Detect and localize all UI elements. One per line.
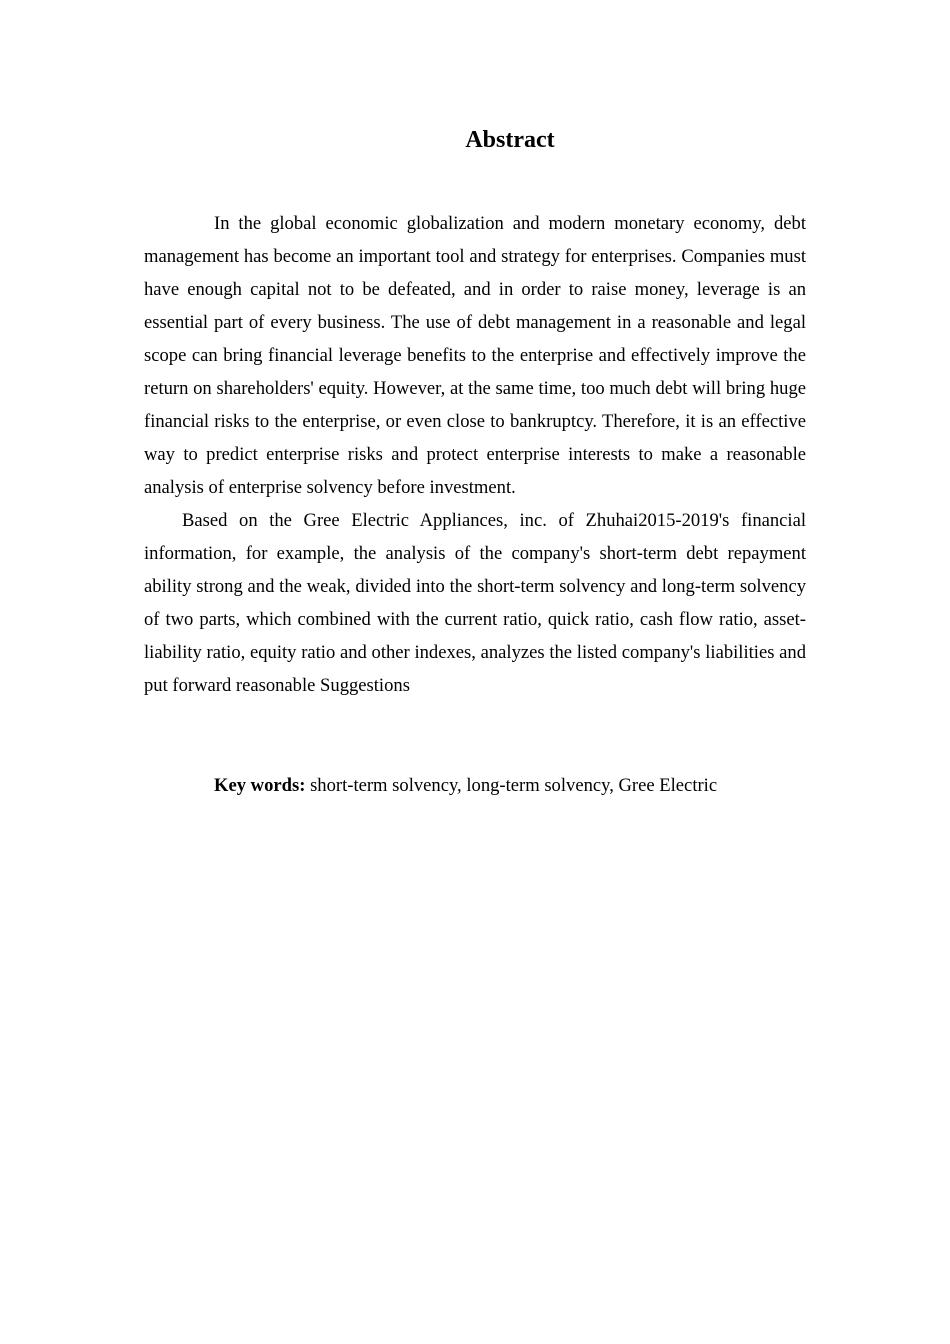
keywords-text: short-term solvency, long-term solvency, Gree Electric	[305, 775, 718, 796]
keywords-line	[214, 769, 717, 802]
keywords-label: Key words:	[214, 775, 306, 796]
abstract-paragraph-2: Based on the Gree Electric Appliances, inc. of Zhuhai2015-2019's financial information, for example, the analysis of the company's short-term debt repayment ability strong and the weak, divided into the short-term solvency and long-term solvency of two parts, which combined with the current ratio, quick ratio, cash flow ratio, asset-liability ratio, equity ratio and other indexes, analyzes the listed company's liabilities and put forward reasonable Suggestions	[144, 510, 806, 696]
abstract-paragraph-1: In the global economic globalization and modern monetary economy, debt management has become an important tool and strategy for enterprises. Companies must have enough capital not to be defeated, and in order to raise money, leverage is an essential part of every business. The use of debt management in a reasonable and legal scope can bring financial leverage benefits to the enterprise and effectively improve the return on shareholders' equity. However, at the same time, too much debt will bring huge financial risks to the enterprise, or even close to bankruptcy. Therefore, it is an effective way to predict enterprise risks and protect enterprise interests to make a reasonable analysis of enterprise solvency before investment.	[144, 213, 806, 498]
page-title: Abstract	[465, 127, 555, 153]
abstract-body	[144, 207, 806, 702]
